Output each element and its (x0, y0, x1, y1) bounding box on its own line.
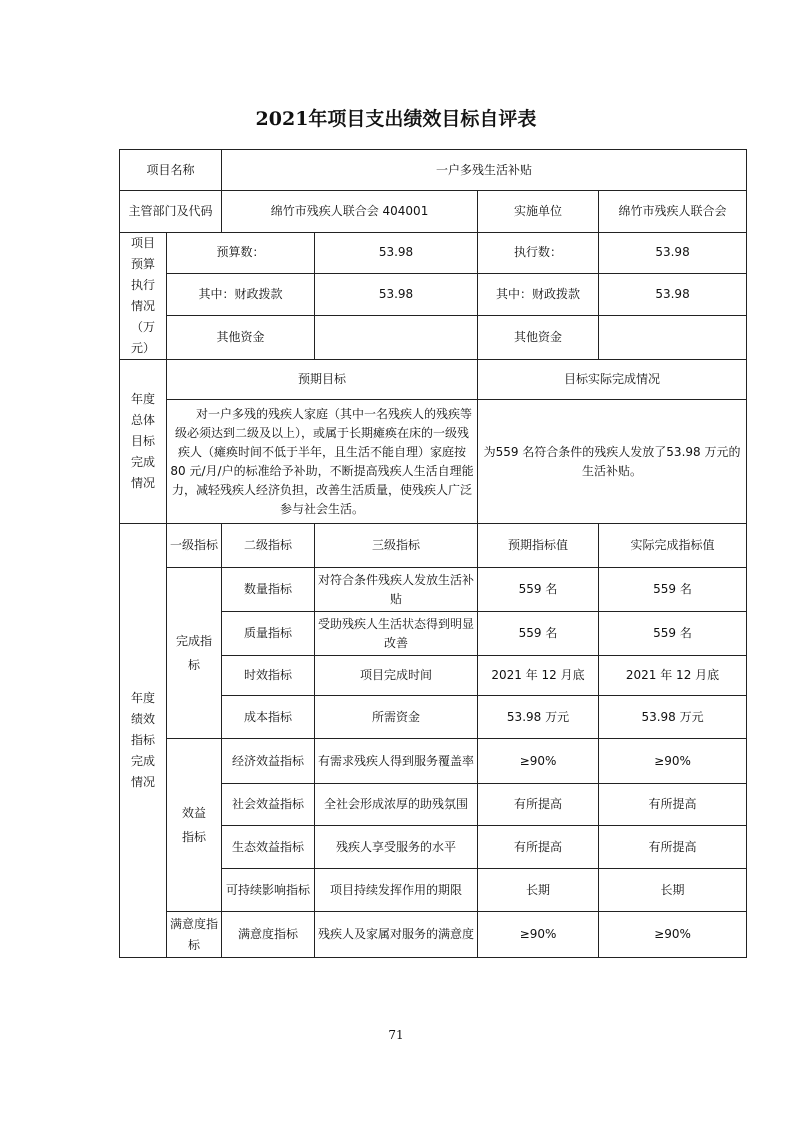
expected-value: ≥90% (478, 739, 599, 784)
other-funds-label: 其他资金 (167, 316, 315, 360)
actual-value: 559 名 (599, 568, 747, 612)
actual-value: 559 名 (599, 612, 747, 656)
expected-value: ≥90% (478, 912, 599, 958)
level3-cell: 残疾人及家属对服务的满意度 (315, 912, 478, 958)
project-name-value: 一户多残生活补贴 (222, 150, 747, 191)
actual-value: 53.98 万元 (599, 696, 747, 739)
header-level2: 二级指标 (222, 524, 315, 568)
execution-label: 执行数： (478, 233, 599, 274)
level2-cell: 质量指标 (222, 612, 315, 656)
expected-goal-header: 预期目标 (167, 360, 478, 400)
actual-value: 2021 年 12 月底 (599, 656, 747, 696)
fiscal-row (120, 273, 747, 316)
goal-header-row (120, 360, 747, 400)
department-row (120, 191, 747, 233)
expected-value: 2021 年 12 月底 (478, 656, 599, 696)
indicator-row (120, 568, 747, 612)
level3-cell: 有需求残疾人得到服务覆盖率 (315, 739, 478, 784)
header-actual: 实际完成指标值 (599, 524, 747, 568)
other-funds-value (315, 316, 478, 360)
level3-cell: 受助残疾人生活状态得到明显改善 (315, 612, 478, 656)
execution-value: 53.98 (599, 233, 747, 274)
page-title: 2021年项目支出绩效目标自评表 (255, 108, 537, 130)
department-label: 主管部门及代码 (120, 191, 222, 233)
implementing-unit-value: 绵竹市残疾人联合会 (599, 191, 747, 233)
budget-label: 预算数： (167, 233, 315, 274)
fiscal-label-executed: 其中：财政拨款 (478, 273, 599, 316)
expected-value: 559 名 (478, 612, 599, 656)
actual-goal-header: 目标实际完成情况 (478, 360, 747, 400)
department-value: 绵竹市残疾人联合会 404001 (222, 191, 478, 233)
goal-content-row (120, 400, 747, 524)
level1-completion: 完成指标 (167, 568, 222, 739)
page-number: 71 (388, 1028, 404, 1042)
project-name-label: 项目名称 (120, 150, 222, 191)
level2-cell: 经济效益指标 (222, 739, 315, 784)
level3-cell: 对符合条件残疾人发放生活补贴 (315, 568, 478, 612)
other-funds-label-executed: 其他资金 (478, 316, 599, 360)
indicator-row (120, 912, 747, 958)
expected-value: 559 名 (478, 568, 599, 612)
level2-cell: 社会效益指标 (222, 784, 315, 826)
fiscal-value-executed: 53.98 (599, 273, 747, 316)
expected-value: 有所提高 (478, 784, 599, 826)
other-funds-row (120, 316, 747, 360)
header-expected: 预期指标值 (478, 524, 599, 568)
level3-cell: 全社会形成浓厚的助残氛围 (315, 784, 478, 826)
actual-goal-text: 为559 名符合条件的残疾人发放了53.98 万元的生活补贴。 (478, 400, 747, 524)
indicator-row (120, 739, 747, 784)
budget-section-label: 项目预算执行情况（万元） (120, 233, 167, 360)
level3-cell: 项目完成时间 (315, 656, 478, 696)
level1-benefit: 效益指标 (167, 739, 222, 912)
indicator-header-row (120, 524, 747, 568)
goal-section-label: 年度总体目标完成情况 (120, 360, 167, 524)
level3-cell: 残疾人享受服务的水平 (315, 826, 478, 869)
actual-value: 有所提高 (599, 826, 747, 869)
actual-value: ≥90% (599, 912, 747, 958)
level2-cell: 可持续影响指标 (222, 869, 315, 912)
budget-value: 53.98 (315, 233, 478, 274)
level2-cell: 生态效益指标 (222, 826, 315, 869)
project-name-row (120, 150, 747, 191)
actual-value: 长期 (599, 869, 747, 912)
level3-cell: 项目持续发挥作用的期限 (315, 869, 478, 912)
performance-table (119, 149, 747, 958)
level2-cell: 满意度指标 (222, 912, 315, 958)
header-level3: 三级指标 (315, 524, 478, 568)
actual-value: ≥90% (599, 739, 747, 784)
fiscal-label: 其中：财政拨款 (167, 273, 315, 316)
header-level1: 一级指标 (167, 524, 222, 568)
level2-cell: 数量指标 (222, 568, 315, 612)
expected-value: 53.98 万元 (478, 696, 599, 739)
fiscal-value: 53.98 (315, 273, 478, 316)
level2-cell: 成本指标 (222, 696, 315, 739)
level3-cell: 所需资金 (315, 696, 478, 739)
actual-value: 有所提高 (599, 784, 747, 826)
expected-goal-text: 对一户多残的残疾人家庭（其中一名残疾人的残疾等级必须达到二级及以上），或属于长期瘫痪在床的一级残疾人（瘫痪时间不低于半年，且生活不能自理）家庭按 80 元/月/户的标准给予补助，不断提高残疾人生活自理能力，减轻残疾人经济负担，改善生活质量，使残疾人广泛参与社会生活。 (167, 400, 478, 524)
other-funds-value-executed (599, 316, 747, 360)
level2-cell: 时效指标 (222, 656, 315, 696)
expected-value: 有所提高 (478, 826, 599, 869)
expected-value: 长期 (478, 869, 599, 912)
budget-row (120, 233, 747, 274)
implementing-unit-label: 实施单位 (478, 191, 599, 233)
indicator-section-label: 年度绩效指标完成情况 (120, 524, 167, 958)
level1-satisfaction: 满意度指标 (167, 912, 222, 958)
